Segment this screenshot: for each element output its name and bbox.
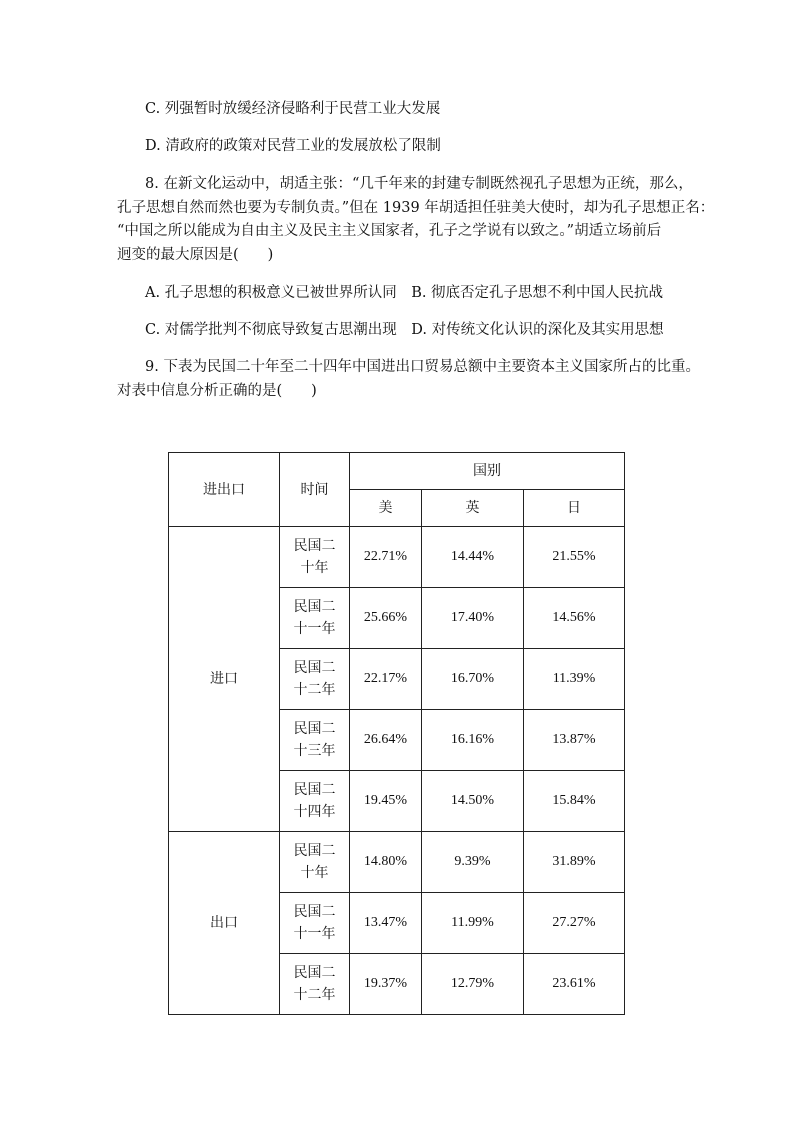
year-cell (280, 771, 350, 832)
option-d-previous: D. 清政府的政策对民营工业的发展放松了限制 (145, 138, 441, 154)
year-cell (280, 954, 350, 1015)
option-c-previous: C. 列强暂时放缓经济侵略利于民营工业大发展 (145, 101, 441, 117)
year-cell (280, 832, 350, 893)
year-text-line-2: 十二年 (293, 682, 336, 698)
question-8-options-cd: C. 对儒学批判不彻底导致复古思潮出现 D. 对传统文化认识的深化及其实用思想 (145, 322, 664, 338)
header-trade-type: 进出口 (169, 453, 280, 527)
share-cell-jp: 27.27% (524, 893, 625, 954)
share-cell-uk: 14.44% (422, 527, 524, 588)
trade-share-table (168, 452, 625, 1015)
question-9-line-2: 对表中信息分析正确的是( ) (117, 383, 317, 399)
year-text-line-1: 民国二 (293, 721, 336, 737)
share-cell-us: 22.71% (350, 527, 422, 588)
year-text-line-2: 十二年 (293, 987, 336, 1003)
table-row (169, 527, 625, 588)
question-8-line-2: 孔子思想自然而然也要为专制负责。”但在 1939 年胡适担任驻美大使时，却为孔子思想正名： (117, 200, 715, 216)
share-cell-us: 19.45% (350, 771, 422, 832)
share-cell-jp: 23.61% (524, 954, 625, 1015)
share-cell-jp: 15.84% (524, 771, 625, 832)
header-country-us: 美 (350, 490, 422, 527)
share-cell-us: 25.66% (350, 588, 422, 649)
year-text-line-2: 十三年 (293, 743, 336, 759)
share-cell-uk: 16.70% (422, 649, 524, 710)
year-cell (280, 893, 350, 954)
export-group-label: 出口 (169, 832, 280, 1015)
year-text-line-1: 民国二 (293, 599, 336, 615)
year-text-line-2: 十年 (300, 865, 329, 881)
share-cell-uk: 12.79% (422, 954, 524, 1015)
header-country: 国别 (350, 453, 625, 490)
share-cell-uk: 14.50% (422, 771, 524, 832)
table-row (169, 832, 625, 893)
year-cell (280, 649, 350, 710)
question-9-line-1: 9. 下表为民国二十年至二十四年中国进出口贸易总额中主要资本主义国家所占的比重。 (145, 359, 700, 375)
share-cell-uk: 9.39% (422, 832, 524, 893)
header-country-uk: 英 (422, 490, 524, 527)
year-text-line-2: 十一年 (293, 926, 336, 942)
header-country-jp: 日 (524, 490, 625, 527)
share-cell-us: 26.64% (350, 710, 422, 771)
year-text-line-1: 民国二 (293, 843, 336, 859)
year-text-line-2: 十一年 (293, 621, 336, 637)
share-cell-us: 14.80% (350, 832, 422, 893)
share-cell-jp: 11.39% (524, 649, 625, 710)
share-cell-us: 22.17% (350, 649, 422, 710)
question-8-line-4: 迥变的最大原因是( ) (117, 247, 274, 263)
question-8-line-1: 8. 在新文化运动中，胡适主张：“几千年来的封建专制既然视孔子思想为正统，那么， (145, 176, 693, 192)
year-text-line-1: 民国二 (293, 782, 336, 798)
year-cell (280, 527, 350, 588)
year-text-line-2: 十年 (300, 560, 329, 576)
share-cell-uk: 17.40% (422, 588, 524, 649)
share-cell-jp: 21.55% (524, 527, 625, 588)
header-time: 时间 (280, 453, 350, 527)
year-text-line-1: 民国二 (293, 965, 336, 981)
year-text-line-1: 民国二 (293, 660, 336, 676)
year-cell (280, 588, 350, 649)
year-text-line-1: 民国二 (293, 904, 336, 920)
share-cell-jp: 31.89% (524, 832, 625, 893)
share-cell-us: 13.47% (350, 893, 422, 954)
question-8-line-3: “中国之所以能成为自由主义及民主主义国家者，孔子之学说有以致之。”胡适立场前后 (117, 223, 662, 239)
share-cell-us: 19.37% (350, 954, 422, 1015)
year-text-line-2: 十四年 (293, 804, 336, 820)
share-cell-jp: 14.56% (524, 588, 625, 649)
year-text-line-1: 民国二 (293, 538, 336, 554)
question-8-options-ab: A. 孔子思想的积极意义已被世界所认同 B. 彻底否定孔子思想不利中国人民抗战 (145, 285, 664, 301)
share-cell-jp: 13.87% (524, 710, 625, 771)
import-group-label: 进口 (169, 527, 280, 832)
year-cell (280, 710, 350, 771)
share-cell-uk: 11.99% (422, 893, 524, 954)
share-cell-uk: 16.16% (422, 710, 524, 771)
